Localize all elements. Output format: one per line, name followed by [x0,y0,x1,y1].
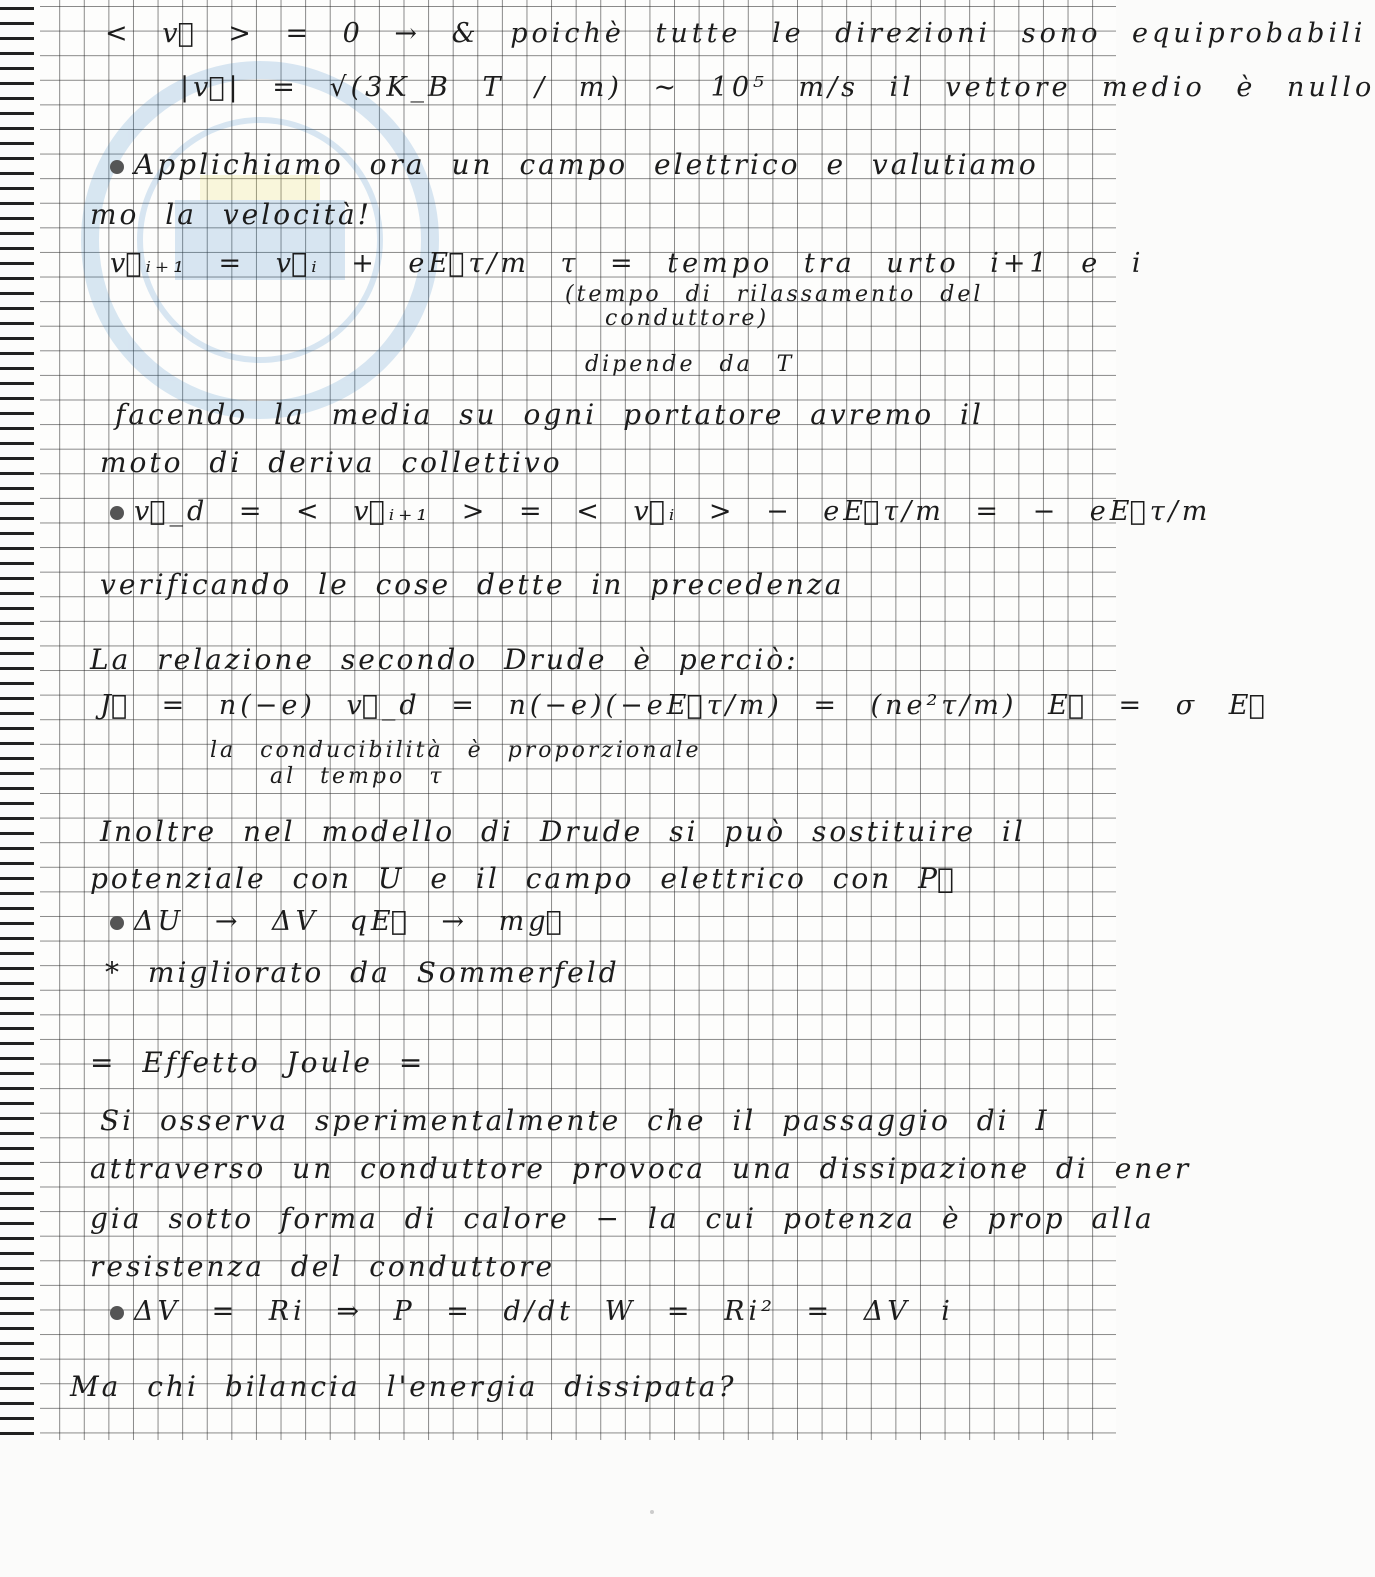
scan-speck [650,1510,654,1514]
note-line-16: al tempo τ [270,764,445,789]
note-line-26-text: ΔV = Ri ⇒ P = d/dt W = Ri² = ΔV i [134,1296,954,1327]
note-line-5: v⃗ᵢ₊₁ = v⃗ᵢ + eE⃗τ/m τ = tempo tra urto i+1 e i [110,248,1145,279]
note-line-27: Ma chi bilancia l'energia dissipata? [70,1370,737,1403]
note-line-10: moto di deriva collettivo [100,446,563,479]
note-line-11-text: v⃗_d = < v⃗ᵢ₊₁ > = < v⃗ᵢ > − eE⃗τ/m = − eE⃗τ/m [134,496,1212,527]
note-line-13: La relazione secondo Drude è perciò: [90,643,799,676]
watermark-logo [80,60,440,420]
note-line-14: J⃗ = n(−e) v⃗_d = n(−e)(−eE⃗τ/m) = (ne²τ/m) E⃗ = σ E⃗ [100,690,1269,721]
note-line-18: potenziale con U e il campo elettrico con P⃗ [90,862,957,895]
note-line-3 [110,148,1039,181]
note-line-8: dipende da T [585,352,795,377]
bullet-icon [110,506,124,520]
note-line-15: la conducibilità è proporzionale [210,738,702,763]
note-line-22: Si osserva sperimentalmente che il passaggio di I [100,1104,1050,1137]
note-line-7: conduttore) [605,306,770,331]
note-line-19-text: ΔU → ΔV qE⃗ → mg⃗ [134,906,566,937]
bullet-icon [110,160,124,174]
note-line-3-text: Applichiamo ora un campo elettrico e valutiamo [134,148,1039,181]
note-line-1: < v⃗ > = 0 → & poichè tutte le direzioni sono equiprobabili [105,18,1367,49]
note-line-26 [110,1296,954,1327]
note-line-9: facendo la media su ogni portatore avremo il [115,398,984,431]
note-line-17: Inoltre nel modello di Drude si può sostituire il [100,815,1026,848]
section-heading: = Effetto Joule = [90,1046,426,1079]
note-line-4: mo la velocità! [90,198,372,231]
bullet-icon [110,1306,124,1320]
note-line-11 [110,496,1211,527]
note-line-12: verificando le cose dette in precedenza [100,568,845,601]
note-line-2: |v⃗| = √(3K_B T / m) ∼ 10⁵ m/s il vettore medio è nullo [180,72,1375,103]
note-line-6: (tempo di rilassamento del [565,282,984,307]
spiral-binding [0,0,40,1440]
note-line-23: attraverso un conduttore provoca una dissipazione di ener [90,1152,1192,1185]
note-line-24: gia sotto forma di calore − la cui potenza è prop alla [90,1202,1155,1235]
note-line-19 [110,906,566,937]
bullet-icon [110,916,124,930]
note-line-20: * migliorato da Sommerfeld [105,956,620,989]
note-line-25: resistenza del conduttore [90,1250,556,1283]
